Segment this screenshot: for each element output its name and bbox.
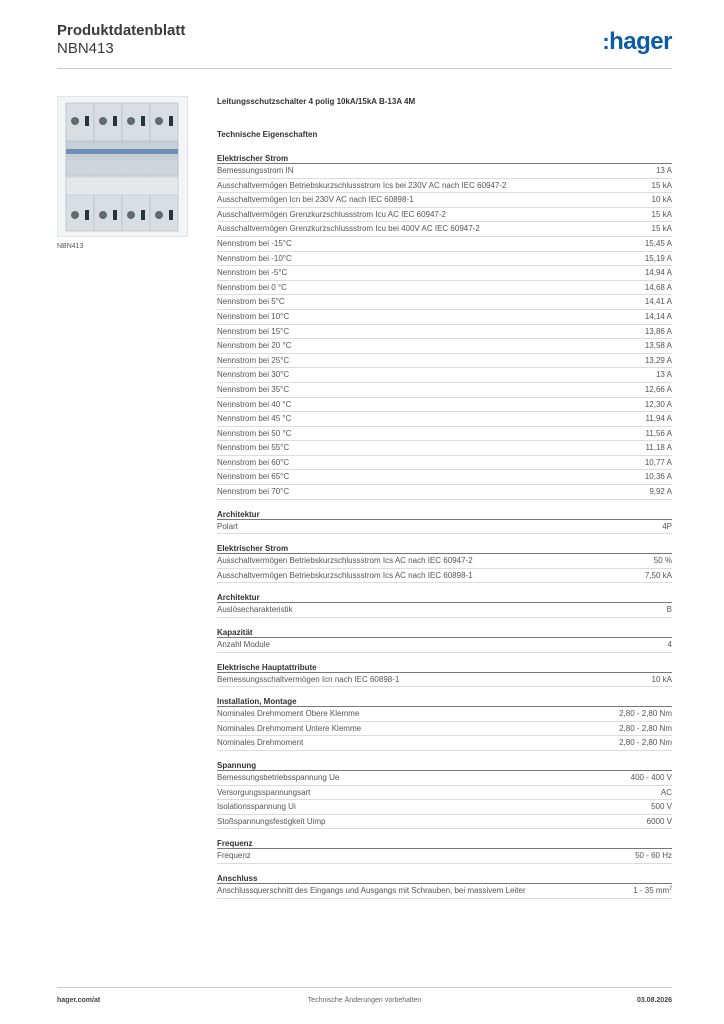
spec-row bbox=[217, 849, 672, 864]
spec-value bbox=[656, 520, 672, 534]
spec-label: Stoßspannungsfestigkeit Uimp bbox=[217, 816, 326, 826]
spec-value-text: 14,41 A bbox=[644, 297, 672, 307]
group-title: Architektur bbox=[217, 592, 672, 603]
product-code: NBN413 bbox=[57, 40, 114, 57]
spec-label: Anschlussquerschnitt des Eingangs und Ausgangs mit Schrauben, bei massivem Leiter bbox=[217, 885, 526, 895]
spec-row bbox=[217, 368, 672, 383]
group-spacer bbox=[217, 864, 672, 873]
spec-label: Polart bbox=[217, 521, 238, 531]
spec-value bbox=[639, 310, 672, 324]
spec-row bbox=[217, 786, 672, 801]
product-image bbox=[57, 96, 188, 237]
spec-row bbox=[217, 354, 672, 369]
spec-label: Nennstrom bei 5°C bbox=[217, 297, 285, 307]
spec-value-text: 15,19 A bbox=[644, 253, 672, 263]
spec-row bbox=[217, 470, 672, 485]
spec-row bbox=[217, 237, 672, 252]
spec-value bbox=[639, 354, 672, 368]
group-spacer bbox=[217, 687, 672, 696]
spec-value-text: 4P bbox=[662, 521, 672, 531]
spec-value-text: 12,30 A bbox=[644, 399, 672, 409]
spec-value bbox=[613, 736, 672, 750]
group-spacer bbox=[217, 653, 672, 662]
spec-value bbox=[639, 470, 672, 484]
spec-row bbox=[217, 208, 672, 223]
spec-row bbox=[217, 222, 672, 237]
footer-website: hager.com/at bbox=[57, 997, 101, 1004]
spec-row bbox=[217, 310, 672, 325]
spec-value-text: B bbox=[666, 605, 672, 615]
spec-value bbox=[639, 441, 672, 455]
group-title: Elektrischer Strom bbox=[217, 153, 672, 164]
spec-label: Nennstrom bei 0 °C bbox=[217, 282, 287, 292]
spec-value bbox=[613, 707, 672, 721]
spec-label: Ausschaltvermögen Betriebskurzschlussstrom Ics AC nach IEC 60898-1 bbox=[217, 570, 473, 580]
spec-value-text: 500 V bbox=[651, 802, 672, 812]
spec-row bbox=[217, 815, 672, 830]
spec-row bbox=[217, 427, 672, 442]
spec-value-text: 14,94 A bbox=[644, 268, 672, 278]
spec-value-text: 13,86 A bbox=[644, 326, 672, 336]
spec-value bbox=[639, 325, 672, 339]
spec-label: Ausschaltvermögen Betriebskurzschlussstrom Ics AC nach IEC 60947-2 bbox=[217, 556, 473, 566]
spec-row bbox=[217, 295, 672, 310]
page-header bbox=[57, 22, 672, 58]
spec-row bbox=[217, 638, 672, 653]
spec-row bbox=[217, 800, 672, 815]
spec-value bbox=[655, 786, 672, 800]
spec-value-text: 14,68 A bbox=[644, 282, 672, 292]
spec-value bbox=[639, 427, 672, 441]
spec-value bbox=[643, 485, 672, 499]
spec-value-text: 9,92 A bbox=[649, 487, 672, 497]
spec-value bbox=[639, 412, 672, 426]
spec-value-text: 50 % bbox=[653, 556, 672, 566]
spec-row bbox=[217, 520, 672, 535]
spec-value bbox=[645, 800, 672, 814]
group-spacer bbox=[217, 829, 672, 838]
spec-label: Ausschaltvermögen Grenzkurzschlussstrom Icu AC IEC 60947-2 bbox=[217, 209, 446, 219]
spec-value bbox=[639, 398, 672, 412]
spec-value bbox=[662, 638, 672, 652]
spec-row bbox=[217, 266, 672, 281]
spec-row bbox=[217, 325, 672, 340]
footer-date: 03.08.2026 bbox=[636, 997, 672, 1004]
spec-label: Auslösecharakteristik bbox=[217, 605, 293, 615]
spec-value bbox=[613, 722, 672, 736]
image-caption: NBN413 bbox=[57, 243, 84, 250]
spec-row bbox=[217, 193, 672, 208]
spec-row bbox=[217, 771, 672, 786]
spec-row bbox=[217, 722, 672, 737]
spec-value bbox=[646, 208, 672, 222]
spec-value bbox=[646, 193, 672, 207]
spec-value bbox=[639, 383, 672, 397]
group-title: Architektur bbox=[217, 509, 672, 520]
spec-value-text: 15 kA bbox=[651, 209, 672, 219]
spec-value-text: 12,66 A bbox=[644, 384, 672, 394]
spec-value-text: 15,45 A bbox=[644, 238, 672, 248]
spec-value bbox=[650, 368, 672, 382]
spec-row bbox=[217, 441, 672, 456]
spec-value-text: 10,77 A bbox=[644, 457, 672, 467]
spec-row bbox=[217, 554, 672, 569]
spec-value-text: 7,50 kA bbox=[644, 570, 672, 580]
spec-label: Bemessungsbetriebsspannung Ue bbox=[217, 773, 340, 782]
group-title: Spannung bbox=[217, 760, 672, 771]
group-title: Installation, Montage bbox=[217, 696, 672, 707]
group-spacer bbox=[217, 583, 672, 592]
spec-value bbox=[641, 815, 672, 829]
spec-row bbox=[217, 179, 672, 194]
spec-row bbox=[217, 252, 672, 267]
product-name: Leitungsschutzschalter 4 polig 10kA/15kA B-13A 4M bbox=[217, 97, 416, 106]
group-title: Elektrische Hauptattribute bbox=[217, 662, 672, 673]
spec-value-text: 1 - 35 mm bbox=[633, 885, 670, 895]
spec-value-text: 13 A bbox=[655, 166, 672, 175]
spec-label: Nennstrom bei -10°C bbox=[217, 253, 292, 263]
spec-label: Nennstrom bei 50 °C bbox=[217, 428, 292, 438]
spec-value bbox=[639, 252, 672, 266]
spec-value-text: 6000 V bbox=[646, 816, 672, 826]
spec-value-text: 400 - 400 V bbox=[630, 773, 672, 782]
spec-label: Nennstrom bei -15°C bbox=[217, 238, 292, 248]
spec-content bbox=[217, 96, 672, 899]
spec-row bbox=[217, 281, 672, 296]
spec-value-text: 15 kA bbox=[651, 224, 672, 234]
group-spacer bbox=[217, 534, 672, 543]
group-spacer bbox=[217, 500, 672, 509]
spec-value-text: 10 kA bbox=[651, 674, 672, 684]
spec-label: Bemessungsschaltvermögen Icn nach IEC 60898-1 bbox=[217, 674, 400, 684]
spec-value-text: 4 bbox=[667, 640, 672, 650]
spec-value bbox=[639, 237, 672, 251]
group-title: Elektrischer Strom bbox=[217, 543, 672, 554]
spec-value-text: 2,80 - 2,80 Nm bbox=[619, 723, 672, 733]
hager-logo: :hager bbox=[602, 28, 672, 55]
spec-value-text: 11,18 A bbox=[645, 443, 672, 453]
spec-value-text: 14,14 A bbox=[644, 311, 672, 321]
spec-row bbox=[217, 398, 672, 413]
spec-value-superscript: 2 bbox=[669, 885, 672, 892]
spec-value-text: 2,80 - 2,80 Nm bbox=[619, 738, 672, 748]
spec-label: Nominales Drehmoment bbox=[217, 738, 304, 748]
spec-value bbox=[646, 222, 672, 236]
spec-label: Frequenz bbox=[217, 851, 251, 861]
spec-label: Nennstrom bei 30°C bbox=[217, 370, 290, 380]
spec-row bbox=[217, 412, 672, 427]
spec-label: Nennstrom bei 65°C bbox=[217, 472, 290, 482]
spec-label: Bemessungsstrom IN bbox=[217, 166, 294, 175]
spec-label: Nennstrom bei 45 °C bbox=[217, 414, 292, 424]
spec-row bbox=[217, 707, 672, 722]
spec-label: Nennstrom bei 25°C bbox=[217, 355, 290, 365]
spec-label: Nennstrom bei 55°C bbox=[217, 443, 290, 453]
group-title: Kapazität bbox=[217, 627, 672, 638]
spec-label: Nennstrom bei 20 °C bbox=[217, 341, 292, 351]
spec-value bbox=[646, 673, 672, 687]
spec-value bbox=[639, 295, 672, 309]
spec-value-text: 10 kA bbox=[651, 195, 672, 205]
spec-value bbox=[639, 281, 672, 295]
spec-row bbox=[217, 339, 672, 354]
spec-value-text: 15 kA bbox=[651, 180, 672, 190]
spec-value-text: AC bbox=[660, 787, 672, 797]
spec-row bbox=[217, 383, 672, 398]
spec-value bbox=[648, 554, 672, 568]
spec-row bbox=[217, 569, 672, 584]
spec-label: Nennstrom bei 60°C bbox=[217, 457, 290, 467]
spec-label: Nennstrom bei 70°C bbox=[217, 487, 290, 497]
spec-value bbox=[639, 456, 672, 470]
group-title: Frequenz bbox=[217, 838, 672, 849]
spec-value bbox=[627, 884, 672, 898]
spec-row bbox=[217, 673, 672, 688]
spec-label: Nennstrom bei 40 °C bbox=[217, 399, 292, 409]
spec-row bbox=[217, 884, 672, 899]
spec-label: Nennstrom bei 35°C bbox=[217, 384, 290, 394]
group-title: Anschluss bbox=[217, 873, 672, 884]
spec-label: Ausschaltvermögen Betriebskurzschlussstrom Ics bei 230V AC nach IEC 60947-2 bbox=[217, 180, 507, 190]
spec-row bbox=[217, 485, 672, 500]
spec-row bbox=[217, 603, 672, 618]
spec-label: Nominales Drehmoment Untere Klemme bbox=[217, 723, 362, 733]
spec-value-text: 10,36 A bbox=[644, 472, 672, 482]
spec-label: Nennstrom bei -5°C bbox=[217, 268, 288, 278]
spec-value-text: 2,80 - 2,80 Nm bbox=[619, 709, 672, 719]
spec-value-text: 13,58 A bbox=[644, 341, 672, 351]
group-spacer bbox=[217, 751, 672, 760]
footer-notice: Technische Änderungen vorbehalten bbox=[307, 997, 422, 1004]
page-title: Produktdatenblatt bbox=[57, 22, 186, 39]
spec-value bbox=[639, 569, 672, 583]
spec-label: Nennstrom bei 10°C bbox=[217, 311, 290, 321]
group-spacer bbox=[217, 618, 672, 627]
spec-value-text: 11,94 A bbox=[645, 414, 672, 424]
spec-label: Nominales Drehmoment Obere Klemme bbox=[217, 709, 360, 719]
spec-value bbox=[625, 771, 672, 785]
section-title: Technische Eigenschaften bbox=[217, 130, 318, 139]
spec-value bbox=[639, 339, 672, 353]
spec-label: Nennstrom bei 15°C bbox=[217, 326, 290, 336]
spec-value bbox=[650, 164, 672, 178]
spec-label: Versorgungsspannungsart bbox=[217, 787, 311, 797]
spec-label: Ausschaltvermögen Icn bei 230V AC nach IEC 60898-1 bbox=[217, 195, 414, 205]
spec-row bbox=[217, 456, 672, 471]
spec-label: Ausschaltvermögen Grenzkurzschlussstrom Icu bei 400V AC IEC 60947-2 bbox=[217, 224, 480, 234]
footer-divider bbox=[57, 987, 672, 988]
spec-row bbox=[217, 164, 672, 179]
spec-value bbox=[639, 266, 672, 280]
spec-label: Anzahl Module bbox=[217, 640, 270, 650]
spec-value-text: 50 - 60 Hz bbox=[635, 851, 672, 861]
spec-groups bbox=[217, 153, 672, 899]
header-divider bbox=[57, 68, 672, 69]
spec-value bbox=[661, 603, 672, 617]
logo-text: hager bbox=[609, 28, 672, 55]
spec-value bbox=[629, 849, 672, 863]
spec-row bbox=[217, 736, 672, 751]
spec-label: Isolationsspannung Ui bbox=[217, 802, 296, 812]
spec-value-text: 13 A bbox=[655, 370, 672, 380]
spec-value-text: 11,56 A bbox=[645, 428, 672, 438]
spec-value bbox=[646, 179, 672, 193]
spec-value-text: 13,29 A bbox=[644, 355, 672, 365]
